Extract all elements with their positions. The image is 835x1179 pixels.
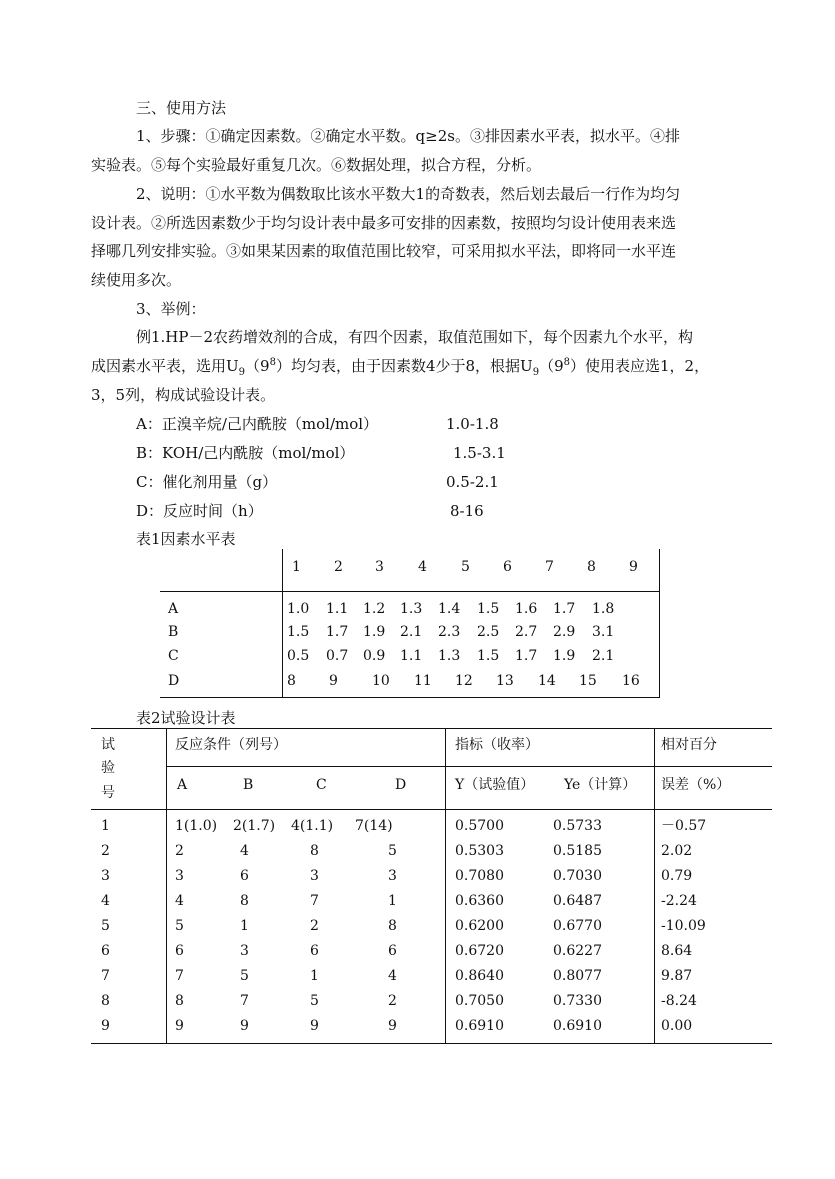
table1-cell: 1.1	[400, 648, 423, 664]
table2-cell-no: 5	[101, 918, 110, 934]
subhead-b: B	[243, 777, 254, 793]
subhead-y: Y（试验值）	[455, 777, 535, 793]
table2-cell-err: 0.79	[661, 868, 693, 884]
table2-cell-no: 1	[101, 818, 110, 834]
subhead-error: 误差（%）	[661, 777, 731, 793]
table1-bottom-rule	[160, 697, 660, 698]
head-relative: 相对百分	[661, 737, 717, 753]
table2-cell-err: 2.02	[661, 843, 693, 859]
table2-caption: 表2试验设计表	[136, 709, 236, 727]
table2-cell-ye: 0.6770	[553, 918, 602, 934]
table2-vertical-rule	[654, 728, 655, 1043]
table2-cell-no: 7	[101, 968, 110, 984]
table2-cell-b: 8	[240, 893, 249, 909]
table1-cell: 1.7	[553, 601, 576, 617]
table1-cell: 14	[538, 673, 556, 689]
factor-d-label: D：反应时间（h）	[136, 502, 263, 520]
table1-cell: 1.5	[287, 624, 310, 640]
table2-cell-a: 6	[175, 943, 184, 959]
table2-cell-ye: 0.7330	[553, 993, 602, 1009]
table2-cell-d: 6	[388, 943, 397, 959]
table2-cell-b: 6	[240, 868, 249, 884]
table2-cell-err: 8.64	[661, 943, 693, 959]
table2-cell-c: 7	[310, 893, 319, 909]
example-line-1: 例1.HP－2农药增效剂的合成，有四个因素，取值范围如下，每个因素九个水平，构	[136, 328, 694, 346]
table1-cell: 13	[496, 673, 514, 689]
table2-cell-c: 2	[310, 918, 319, 934]
table2-cell-y: 0.8640	[455, 968, 504, 984]
table1-cell: 9	[329, 673, 338, 689]
table2-cell-no: 4	[101, 893, 110, 909]
table1-cell: 1.8	[592, 601, 615, 617]
table2-cell-d: 5	[388, 843, 397, 859]
table1-row-label: B	[168, 624, 179, 640]
example-line-3: 3，5列，构成试验设计表。	[91, 386, 276, 404]
subscript: 9	[532, 367, 540, 378]
subscript: 9	[238, 367, 246, 378]
table2-header-rule	[91, 809, 772, 810]
table1-cell: 2.1	[400, 624, 423, 640]
table2-top-rule	[91, 728, 772, 729]
section-heading: 三、使用方法	[136, 99, 227, 117]
table1-column-header: 4	[418, 559, 427, 575]
table2-cell-b: 4	[240, 843, 249, 859]
superscript: 8	[269, 357, 276, 368]
notes-line-4: 续使用多次。	[91, 271, 182, 289]
table1-cell: 1.5	[477, 601, 500, 617]
table1-cell: 2.7	[515, 624, 538, 640]
table2-cell-a: 1(1.0)	[175, 818, 218, 834]
table2-cell-no: 9	[101, 1018, 110, 1034]
notes-line-2: 设计表。②所选因素数少于均匀设计表中最多可安排的因素数，按照均匀设计使用表来选	[91, 214, 677, 232]
table2-cell-no: 6	[101, 943, 110, 959]
steps-line-2: 实验表。⑤每个实验最好重复几次。⑥数据处理，拟合方程，分析。	[91, 156, 542, 174]
table1-cell: 8	[287, 673, 296, 689]
notes-line-3: 择哪几列安排实验。③如果某因素的取值范围比较窄，可采用拟水平法，即将同一水平连	[91, 242, 677, 260]
table1-row-label: D	[168, 673, 180, 689]
table2-cell-a: 9	[175, 1018, 184, 1034]
table2-cell-ye: 0.6227	[553, 943, 602, 959]
table1-cell: 15	[579, 673, 597, 689]
table2-cell-d: 8	[388, 918, 397, 934]
factor-a-label: A：正溴辛烷/己内酰胺（mol/mol）	[136, 415, 379, 433]
table2-cell-a: 3	[175, 868, 184, 884]
table2-cell-a: 2	[175, 843, 184, 859]
table2-cell-ye: 0.5185	[553, 843, 602, 859]
notes-line-1: 2、说明：①水平数为偶数取比该水平数大1的奇数表，然后划去最后一行作为均匀	[136, 185, 681, 203]
table2-cell-c: 4(1.1)	[291, 818, 334, 834]
table1-column-header: 5	[461, 559, 470, 575]
head-trial: 验	[101, 760, 115, 776]
superscript: 8	[563, 357, 570, 368]
table1-cell: 1.0	[287, 601, 310, 617]
subhead-a: A	[177, 777, 188, 793]
table2-bottom-rule	[91, 1043, 772, 1044]
table2-cell-ye: 0.6910	[553, 1018, 602, 1034]
table1-cell: 1.5	[477, 648, 500, 664]
table1-column-header: 8	[587, 559, 596, 575]
table2-cell-err: -2.24	[661, 893, 697, 909]
table1-cell: 0.9	[363, 648, 386, 664]
table1-header-rule	[160, 591, 660, 592]
table2-cell-b: 9	[240, 1018, 249, 1034]
table2-cell-d: 4	[388, 968, 397, 984]
table2-cell-y: 0.6360	[455, 893, 504, 909]
table1-cell: 2.5	[477, 624, 500, 640]
head-conditions: 反应条件（列号）	[175, 737, 287, 753]
table1-cell: 1.9	[553, 648, 576, 664]
table2-cell-y: 0.6910	[455, 1018, 504, 1034]
subhead-c: C	[316, 777, 327, 793]
table2-cell-no: 3	[101, 868, 110, 884]
example-text: 成因素水平表，选用U	[91, 357, 239, 375]
table1-column-header: 9	[629, 559, 638, 575]
example-text: ）使用表应选1，2，	[569, 357, 710, 375]
table2-cell-a: 7	[175, 968, 184, 984]
table1-cell: 16	[622, 673, 640, 689]
table2-cell-err: -10.09	[661, 918, 706, 934]
table2-cell-y: 0.6720	[455, 943, 504, 959]
example-line-2	[91, 357, 710, 378]
table1-cell: 1.1	[326, 601, 349, 617]
table2-cell-y: 0.7050	[455, 993, 504, 1009]
table2-cell-d: 3	[388, 868, 397, 884]
head-trial: 试	[101, 737, 115, 753]
table1-cell: 0.7	[326, 648, 349, 664]
table1-cell: 11	[414, 673, 432, 689]
table1-cell: 1.7	[326, 624, 349, 640]
table1-column-header: 7	[545, 559, 554, 575]
table1-cell: 2.3	[438, 624, 461, 640]
table2-cell-c: 8	[310, 843, 319, 859]
factor-d-range: 8-16	[450, 502, 484, 520]
table1-row-label: A	[168, 601, 179, 617]
table2-cell-b: 3	[240, 943, 249, 959]
table2-cell-c: 3	[310, 868, 319, 884]
table2-cell-ye: 0.6487	[553, 893, 602, 909]
table1-column-header: 6	[503, 559, 512, 575]
table1-row-label: C	[168, 648, 179, 664]
head-trial: 号	[101, 785, 115, 801]
table2-cell-err: 9.87	[661, 968, 693, 984]
table2-cell-ye: 0.5733	[553, 818, 602, 834]
table1-cell: 3.1	[592, 624, 615, 640]
table2-cell-ye: 0.8077	[553, 968, 602, 984]
table2-cell-err: 0.00	[661, 1018, 693, 1034]
table1-column-header: 1	[292, 559, 301, 575]
steps-line-1: 1、步骤：①确定因素数。②确定水平数。q≥2s。③排因素水平表，拟水平。④排	[136, 127, 680, 145]
table2-vertical-rule	[166, 728, 167, 1043]
table1-cell: 2.1	[592, 648, 615, 664]
table2-cell-b: 1	[240, 918, 249, 934]
table1-vertical-rule	[659, 549, 660, 697]
table2-cell-a: 8	[175, 993, 184, 1009]
factor-b-label: B：KOH/己内酰胺（mol/mol）	[136, 444, 355, 462]
factor-a-range: 1.0-1.8	[446, 415, 499, 433]
table2-cell-d: 7(14)	[355, 818, 393, 834]
table2-cell-y: 0.7080	[455, 868, 504, 884]
subhead-ye: Ye（计算）	[564, 777, 637, 793]
table2-cell-a: 4	[175, 893, 184, 909]
table1-cell: 1.7	[515, 648, 538, 664]
table2-cell-ye: 0.7030	[553, 868, 602, 884]
table2-cell-c: 6	[310, 943, 319, 959]
table1-cell: 1.2	[363, 601, 386, 617]
table2-cell-c: 1	[310, 968, 319, 984]
example-text: （9	[539, 357, 564, 375]
head-index: 指标（收率）	[455, 737, 539, 753]
table2-cell-err: -8.24	[661, 993, 697, 1009]
table1-cell: 1.3	[438, 648, 461, 664]
table2-cell-y: 0.6200	[455, 918, 504, 934]
table1-cell: 0.5	[287, 648, 310, 664]
table2-cell-c: 9	[310, 1018, 319, 1034]
table2-cell-c: 5	[310, 993, 319, 1009]
table2-cell-no: 8	[101, 993, 110, 1009]
table2-cell-d: 9	[388, 1018, 397, 1034]
table1-cell: 12	[455, 673, 473, 689]
table2-cell-d: 1	[388, 893, 397, 909]
table2-vertical-rule	[445, 728, 446, 1043]
table2-cell-no: 2	[101, 843, 110, 859]
table1-column-header: 2	[334, 559, 343, 575]
table2-cell-d: 2	[388, 993, 397, 1009]
table1-cell: 1.6	[515, 601, 538, 617]
table1-vertical-rule	[282, 549, 283, 697]
table1-cell: 2.9	[553, 624, 576, 640]
example-text: （9	[245, 357, 270, 375]
table1-cell: 1.4	[438, 601, 461, 617]
table1-cell: 1.9	[363, 624, 386, 640]
table2-cell-y: 0.5303	[455, 843, 504, 859]
table1-caption: 表1因素水平表	[136, 530, 236, 548]
table2-cell-a: 5	[175, 918, 184, 934]
table2-cell-b: 2(1.7)	[233, 818, 276, 834]
table1-column-header: 3	[375, 559, 384, 575]
example-title: 3、举例：	[136, 300, 206, 318]
factor-c-label: C：催化剂用量（g）	[136, 473, 278, 491]
factor-b-range: 1.5-3.1	[453, 444, 506, 462]
table2-cell-b: 7	[240, 993, 249, 1009]
table2-cell-y: 0.5700	[455, 818, 504, 834]
table2-cell-b: 5	[240, 968, 249, 984]
subhead-d: D	[395, 777, 407, 793]
example-text: ）均匀表，由于因素数4少于8，根据U	[275, 357, 533, 375]
table2-cell-err: －0.57	[661, 818, 707, 834]
table1-cell: 10	[372, 673, 390, 689]
table1-cell: 1.3	[400, 601, 423, 617]
factor-c-range: 0.5-2.1	[446, 473, 499, 491]
table2-subheader-rule	[166, 766, 772, 767]
